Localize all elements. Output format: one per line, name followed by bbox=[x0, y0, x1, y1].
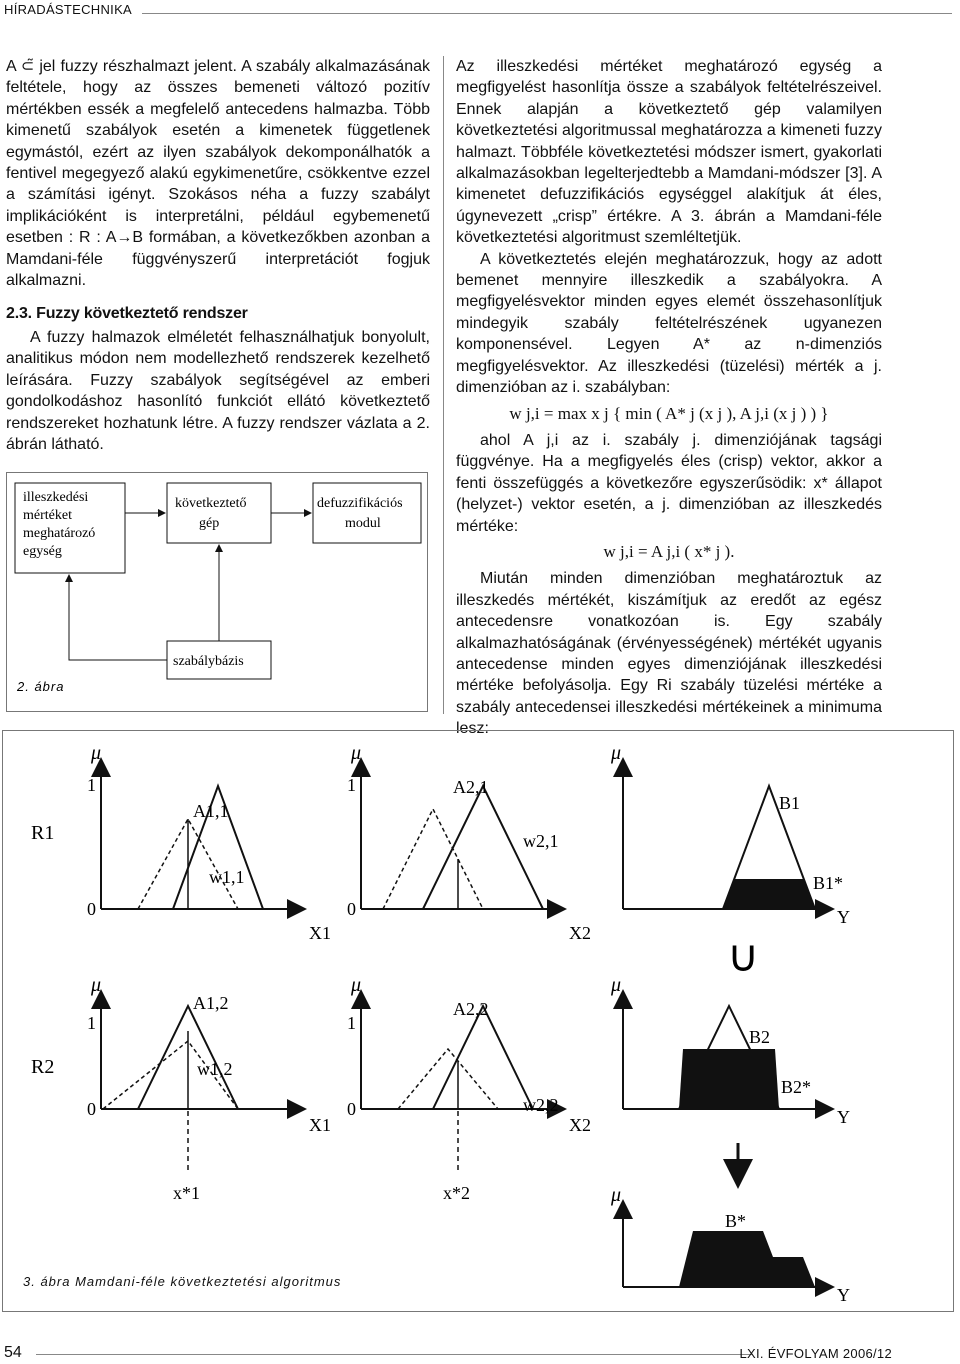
r2-x1-plot bbox=[31, 974, 331, 1135]
svg-text:1: 1 bbox=[347, 1013, 356, 1033]
aggregated-y-plot bbox=[610, 1184, 850, 1305]
svg-text:0: 0 bbox=[347, 1099, 356, 1119]
volume-label: LXI. ÉVFOLYAM 2006/12 bbox=[739, 1346, 892, 1361]
x2-star-label: x*2 bbox=[443, 1183, 470, 1203]
svg-text:1: 1 bbox=[87, 775, 96, 795]
svg-text:Y: Y bbox=[837, 907, 850, 927]
svg-text:w1,1: w1,1 bbox=[209, 867, 245, 887]
left-paragraph-2: A fuzzy halmazok elméletét felhasználhatjuk bonyolult, analitikus módon nem modellezhető rendszerek kezelhető leírására. Fuzzy szabályok segítségével az emberi gondolkodáshoz hasonlító funkciót ellátó következtető rendszereket hozhatunk létre. A fuzzy rendszer vázlata a 2. ábrán látható. bbox=[6, 328, 430, 453]
formula-firing-degree: w j,i = max x j { min ( A* j (x j ), A j,i (x j ) ) } bbox=[509, 403, 829, 423]
svg-text:Y: Y bbox=[837, 1107, 850, 1127]
svg-text:1: 1 bbox=[87, 1013, 96, 1033]
section-heading: 2.3. Fuzzy következtető rendszer bbox=[6, 305, 248, 323]
r1-x1-plot bbox=[31, 742, 331, 943]
svg-text:w2,2: w2,2 bbox=[523, 1095, 559, 1115]
figure-3-caption: 3. ábra Mamdani-féle következtetési algoritmus bbox=[23, 1274, 342, 1289]
right-paragraph-1: Az illeszkedési mértéket meghatározó egység a megfigyelést hasonlítja össze a szabályok feltételrészeivel. Ennek alapján a következtető gép valamilyen következtetési algoritmussal meghatározza a kimeneti fuzzy halmazt. Többféle következtetési módszer ismert, gyakorlati alkalmazásokban legelterjedtebb a Mamdani-módszer [3]. A kimenetet defuzzifikációs egységgel alakítjuk át éles, úgynevezett „crisp” értékre. A 3. ábrán a Mamdani-féle következtetési algoritmust szemléltetjük. bbox=[456, 58, 882, 247]
right-paragraph-2: A következtetés elején meghatározzuk, hogy az adott bemenet mennyire illeszkedik a szabályokra. A megfigyelésvektor minden egyes elemét összehasonlítjuk mindegyik szabály feltételrészének ugyanezen komponensével. Legyen A* az n-dimenziós megfigyelésvektor. Az illeszkedési (tüzelési) mérték a j. dimenzióban az i. szabályban: bbox=[456, 250, 882, 397]
svg-text:R1: R1 bbox=[31, 822, 55, 844]
r1-y-plot bbox=[610, 742, 850, 927]
figure-3-diagram bbox=[3, 731, 953, 1311]
header-rule bbox=[142, 13, 952, 14]
page-number: 54 bbox=[4, 1344, 22, 1361]
r2-y-plot bbox=[610, 974, 850, 1127]
svg-text:A2,2: A2,2 bbox=[453, 999, 489, 1019]
column-separator bbox=[443, 56, 444, 714]
right-paragraph-4: Miután minden dimenzióban meghatároztuk az illeszkedés mértékét, kiszámítjuk az eredőt az egész antecedensre vonatkozóan is. Egy szabály alkalmazhatóságának (érvényességének) mértékét ugyanis antecedense minden egyes dimenziójának illeszkedési mértéke befolyásolja. Egy Ri szabály tüzelési mértéke a szabály antecedensei illeszkedési mértékeinek a minimuma lesz: bbox=[456, 570, 882, 738]
right-column bbox=[456, 56, 882, 740]
r1-x2-plot bbox=[347, 742, 591, 943]
svg-text:B2: B2 bbox=[749, 1027, 771, 1047]
svg-text:R2: R2 bbox=[31, 1056, 55, 1078]
defuzzification-label: defuzzifikációs modul bbox=[317, 496, 403, 531]
page-header bbox=[2, 0, 952, 22]
inference-engine-box bbox=[167, 483, 271, 543]
svg-text:B1*: B1* bbox=[813, 873, 844, 893]
figure-2-diagram bbox=[7, 473, 427, 711]
svg-text:μ: μ bbox=[351, 742, 362, 764]
figure-2-caption: 2. ábra bbox=[17, 679, 65, 694]
inference-engine-label: következtető gép bbox=[175, 496, 247, 531]
svg-text:μ: μ bbox=[611, 742, 622, 764]
footer-rule bbox=[36, 1354, 752, 1355]
svg-text:B*: B* bbox=[725, 1211, 747, 1231]
svg-text:μ: μ bbox=[611, 1184, 622, 1206]
figure-2 bbox=[6, 472, 428, 712]
right-paragraph-3: ahol A j,i az i. szabály j. dimenziójának tagsági függvénye. Ha a megfigyelés éles (crisp) vektor, akkor a fenti összefüggés a következőre egyszerűsödik: x* állapot (helyzet-) vektor esetén, a j. dimenzióban az illeszkedés mértéke: bbox=[456, 431, 882, 535]
left-paragraph-1: A ⊂̃ jel fuzzy részhalmazt jelent. A szabály alkalmazásának feltétele, hogy az összes bemeneti változó pozitív mértékben essék a megfelelő antecedens halmazba. Több kimenetű szabályok esetén a kimenetek függetlenek egymástól, ezért az ilyen szabályok dekomponálhatók a fentivel megegyező alakú egykimenetűre, csökkentve ezzel a számítási igényt. Szokásos néha a fuzzy szabályt implikációként is interpretálni, például egybemenetű esetben : R : A→B formában, a következőkben azonban a Mamdani-féle függvényszerű interpretációt fogjuk alkalmazni. bbox=[6, 58, 430, 290]
svg-text:A1,2: A1,2 bbox=[193, 993, 229, 1013]
svg-text:w2,1: w2,1 bbox=[523, 831, 559, 851]
svg-text:μ: μ bbox=[611, 974, 622, 996]
svg-text:0: 0 bbox=[87, 899, 96, 919]
journal-title: HÍRADÁSTECHNIKA bbox=[4, 2, 133, 17]
svg-text:X1: X1 bbox=[309, 1115, 331, 1135]
svg-text:X1: X1 bbox=[309, 923, 331, 943]
svg-text:Y: Y bbox=[837, 1285, 850, 1305]
svg-text:B2*: B2* bbox=[781, 1077, 812, 1097]
svg-text:A2,1: A2,1 bbox=[453, 777, 489, 797]
left-column bbox=[6, 56, 430, 455]
svg-text:0: 0 bbox=[347, 899, 356, 919]
defuzzification-box bbox=[313, 483, 421, 543]
svg-text:μ: μ bbox=[351, 974, 362, 996]
svg-text:0: 0 bbox=[87, 1099, 96, 1119]
formula-crisp-degree: w j,i = A j,i ( x* j ). bbox=[603, 541, 735, 561]
svg-text:X2: X2 bbox=[569, 1115, 591, 1135]
svg-text:μ: μ bbox=[91, 742, 102, 764]
svg-text:B1: B1 bbox=[779, 793, 801, 813]
svg-text:μ: μ bbox=[91, 974, 102, 996]
svg-text:1: 1 bbox=[347, 775, 356, 795]
svg-text:w1,2: w1,2 bbox=[197, 1059, 233, 1079]
rule-base-label: szabálybázis bbox=[173, 654, 244, 669]
figure-3 bbox=[2, 730, 954, 1312]
matching-unit-label: illeszkedési mértéket meghatározó egység bbox=[23, 490, 96, 559]
svg-text:X2: X2 bbox=[569, 923, 591, 943]
svg-text:A1,1: A1,1 bbox=[193, 801, 229, 821]
union-symbol: ∪ bbox=[727, 932, 760, 981]
page-footer bbox=[2, 1344, 952, 1364]
r2-x2-plot bbox=[347, 974, 591, 1135]
arrow-rulebase-to-matching bbox=[69, 575, 167, 660]
x1-star-label: x*1 bbox=[173, 1183, 200, 1203]
